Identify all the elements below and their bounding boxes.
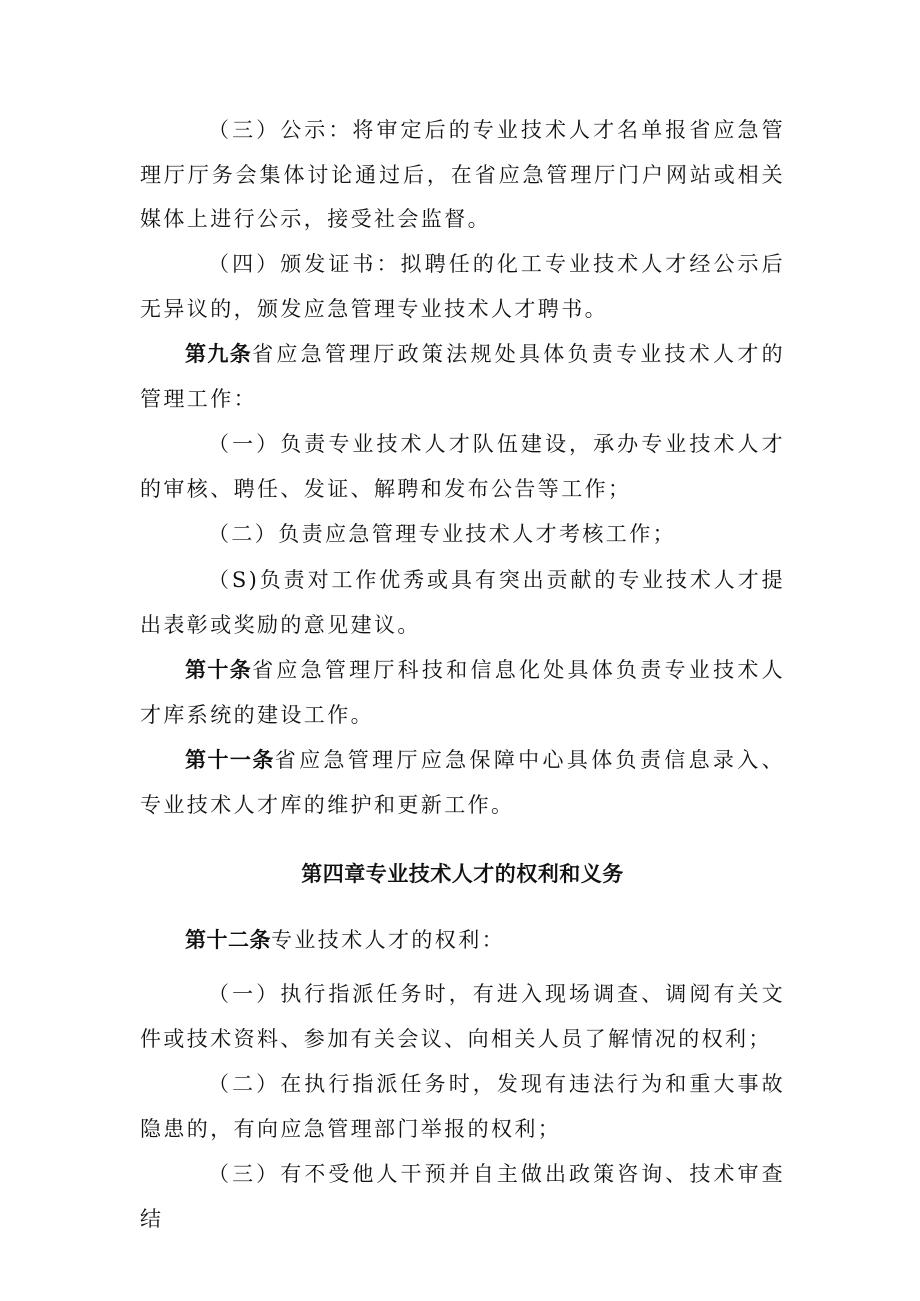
list-item: （三）有不受他人干预并自主做出政策咨询、技术审查结 bbox=[140, 1162, 785, 1231]
paragraph-certificate: （四）颁发证书：拟聘任的化工专业技术人才经公示后无异议的，颁发应急管理专业技术人才聘书。 bbox=[140, 252, 785, 321]
article-9: 第九条省应急管理厅政策法规处具体负责专业技术人才的管理工作： bbox=[140, 342, 785, 411]
list-item: （一）负责专业技术人才队伍建设，承办专业技术人才的审核、聘任、发证、解聘和发布公告等工作； bbox=[140, 432, 785, 501]
paragraph-publicity: （三）公示：将审定后的专业技术人才名单报省应急管理厅厅务会集体讨论通过后，在省应急管理厅门户网站或相关媒体上进行公示，接受社会监督。 bbox=[140, 118, 785, 231]
list-item: （二）负责应急管理专业技术人才考核工作； bbox=[208, 522, 676, 546]
article-11-number: 第十一条 bbox=[185, 748, 275, 772]
list-item: （S)负责对工作优秀或具有突出贡献的专业技术人才提出表彰或奖励的意见建议。 bbox=[140, 568, 785, 637]
article-10: 第十条省应急管理厅科技和信息化处具体负责专业技术人才库系统的建设工作。 bbox=[140, 658, 785, 727]
article-10-number: 第十条 bbox=[185, 658, 253, 682]
article-12: 第十二条专业技术人才的权利： bbox=[185, 928, 505, 952]
list-item: （一）执行指派任务时，有进入现场调查、调阅有关文件或技术资料、参加有关会议、向相关人员了解情况的权利； bbox=[140, 982, 785, 1051]
article-12-number: 第十二条 bbox=[185, 928, 271, 952]
article-9-number: 第九条 bbox=[185, 342, 253, 366]
list-item: （二）在执行指派任务时，发现有违法行为和重大事故隐患的，有向应急管理部门举报的权利； bbox=[140, 1072, 785, 1141]
article-11: 第十一条省应急管理厅应急保障中心具体负责信息录入、专业技术人才库的维护和更新工作。 bbox=[140, 748, 785, 817]
chapter-heading: 第四章专业技术人才的权利和义务 bbox=[301, 862, 624, 886]
